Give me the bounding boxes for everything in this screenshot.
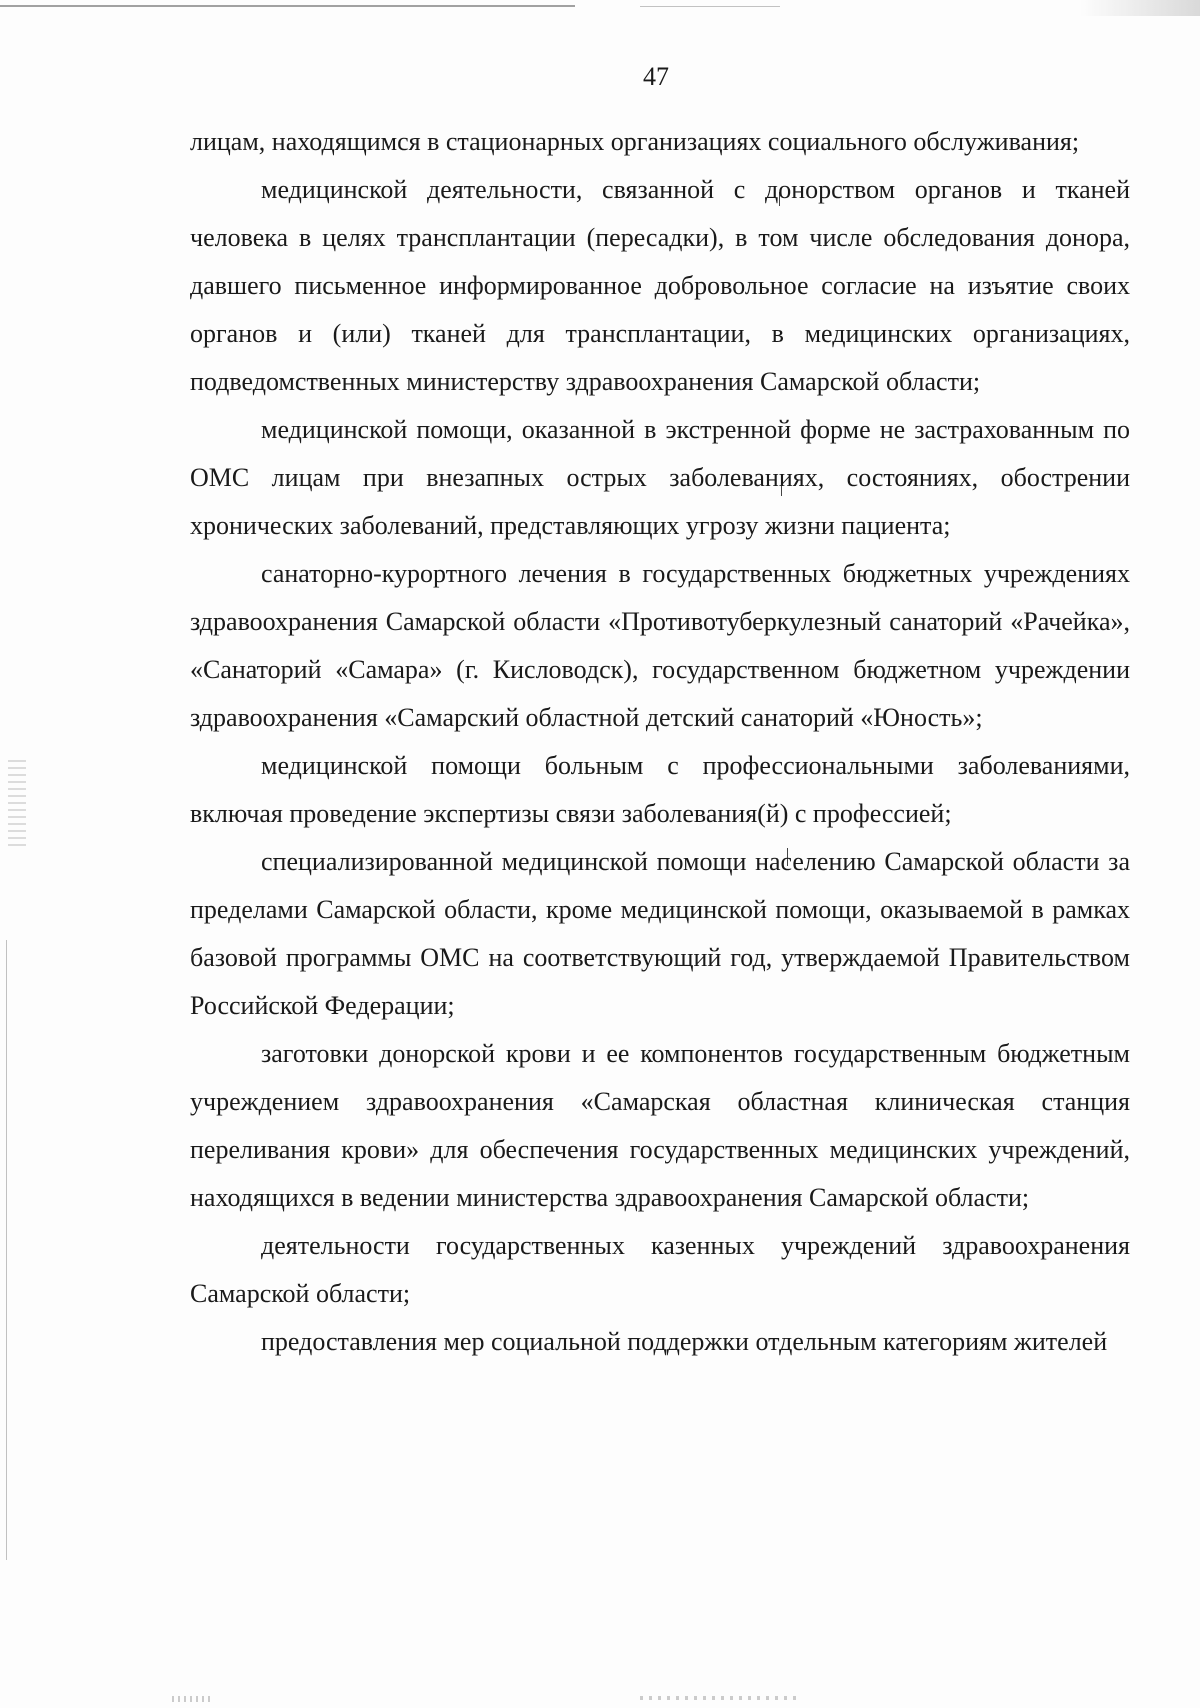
paragraph: медицинской помощи, оказанной в экстренной форме не застрахованным по ОМС лицам при внезапных острых заболеваниях, состояниях, обострении хронических заболеваний, представляющих угрозу жизни пациента; — [190, 415, 1130, 540]
scan-artifact-top-right-line — [640, 6, 780, 7]
paragraph: специализированной медицинской помощи населению Самарской области за пределами Самарской области, кроме медицинской помощи, оказываемой в рамках базовой программы ОМС на соответствующий год, утверждаемой Правительством Российской Федерации; — [190, 847, 1130, 1020]
scan-artifact-corner — [1080, 0, 1200, 16]
scan-artifact-left-edge — [6, 940, 7, 1560]
scan-artifact-bottom-specks — [640, 1696, 800, 1700]
page-number: 47 — [643, 62, 669, 91]
paragraph: заготовки донорской крови и ее компонентов государственным бюджетным учреждением здравоохранения «Самарская областная клиническая станция переливания крови» для обеспечения государственных медицинских учреждений, находящихся в ведении министерства здравоохранения Самарской области; — [190, 1039, 1130, 1212]
paragraph: лицам, находящимся в стационарных организациях социального обслуживания; — [190, 127, 1080, 156]
document-body — [190, 118, 1130, 1366]
paragraph: медицинской деятельности, связанной с донорством органов и тканей человека в целях трансплантации (пересадки), в том числе обследования донора, давшего письменное информированное добровольное согласие на изъятие своих органов и (или) тканей для трансплантации, в медицинских организациях, подведомственных министерству здравоохранения Самарской области; — [190, 175, 1130, 396]
paragraph: медицинской помощи больным с профессиональными заболеваниями, включая проведение экспертизы связи заболевания(й) с профессией; — [190, 751, 1130, 828]
paragraph: деятельности государственных казенных учреждений здравоохранения Самарской области; — [190, 1231, 1130, 1308]
paragraph: предоставления мер социальной поддержки отдельным категориям жителей — [261, 1327, 1108, 1356]
paragraph: санаторно-курортного лечения в государственных бюджетных учреждениях здравоохранения Самарской области «Противотуберкулезный санаторий «Рачейка», «Санаторий «Самара» (г. Кисловодск), государственном бюджетном учреждении здравоохранения «Самарский областной детский санаторий «Юность»; — [190, 559, 1130, 732]
scan-artifact-left-specks — [8, 760, 26, 850]
scan-artifact-bottom-left — [172, 1696, 212, 1702]
scan-artifact-top-line — [0, 5, 575, 7]
